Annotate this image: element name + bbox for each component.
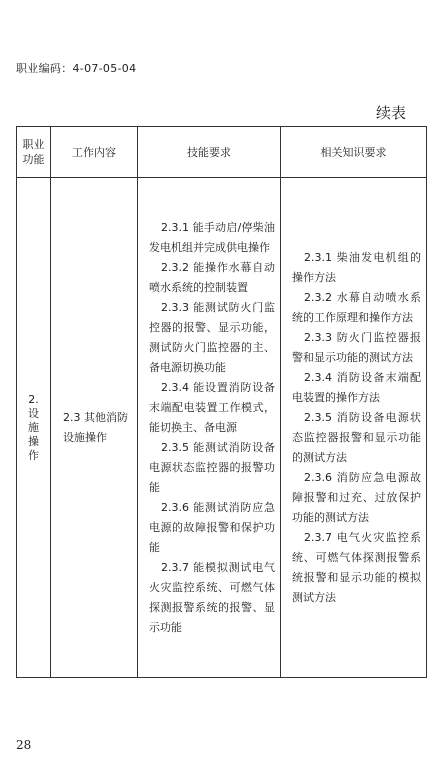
header-function-label: 职业 功能 (22, 138, 45, 166)
knowledge-item: 2.3.3 防火门监控器报警和显示功能的测试方法 (292, 330, 421, 364)
knowledge-item: 2.3.6 消防应急电源故障报警和过充、过放保护功能的测试方法 (292, 470, 421, 524)
function-name: 设施操作 (28, 407, 39, 462)
continued-label: 续表 (376, 104, 407, 122)
skill-item: 2.3.5 能测试消防设备电源状态监控器的报警功能 (149, 440, 275, 494)
skill-item: 2.3.3 能测试防火门监控器的报警、显示功能，测试防火门监控器的主、备电源切换功能 (149, 300, 275, 374)
knowledge-item: 2.3.7 电气火灾监控系统、可燃气体探测报警系统报警和显示功能的模拟测试方法 (292, 530, 421, 604)
skill-item: 2.3.1 能手动启/停柴油发电机组并完成供电操作 (149, 220, 275, 254)
knowledge-item: 2.3.2 水幕自动喷水系统的工作原理和操作方法 (292, 290, 421, 324)
function-number: 2. (28, 393, 39, 406)
header-work-content: 工作内容 (51, 127, 138, 178)
knowledge-cell (281, 178, 427, 678)
knowledge-item: 2.3.1 柴油发电机组的操作方法 (292, 250, 421, 284)
table-row (17, 178, 427, 678)
knowledge-item: 2.3.5 消防设备电源状态监控器报警和显示功能的测试方法 (292, 410, 421, 464)
skill-item: 2.3.4 能设置消防设备末端配电装置工作模式，能切换主、备电源 (149, 380, 275, 434)
skills-cell (138, 178, 281, 678)
work-content-cell: 2.3 其他消防设施操作 (51, 178, 138, 678)
header-skills: 技能要求 (138, 127, 281, 178)
header-knowledge: 相关知识要求 (281, 127, 427, 178)
function-cell (17, 178, 51, 678)
knowledge-item: 2.3.4 消防设备末端配电装置的操作方法 (292, 370, 421, 404)
skills-table (16, 126, 427, 678)
table-header-row (17, 127, 427, 178)
skill-item: 2.3.6 能测试消防应急电源的故障报警和保护功能 (149, 500, 275, 554)
header-function (17, 127, 51, 178)
skill-item: 2.3.2 能操作水幕自动喷水系统的控制装置 (149, 260, 275, 294)
skill-item: 2.3.7 能模拟测试电气火灾监控系统、可燃气体探测报警系统的报警、显示功能 (149, 560, 275, 634)
page-number: 28 (16, 738, 32, 752)
occupation-code: 职业编码：4-07-05-04 (16, 62, 137, 75)
